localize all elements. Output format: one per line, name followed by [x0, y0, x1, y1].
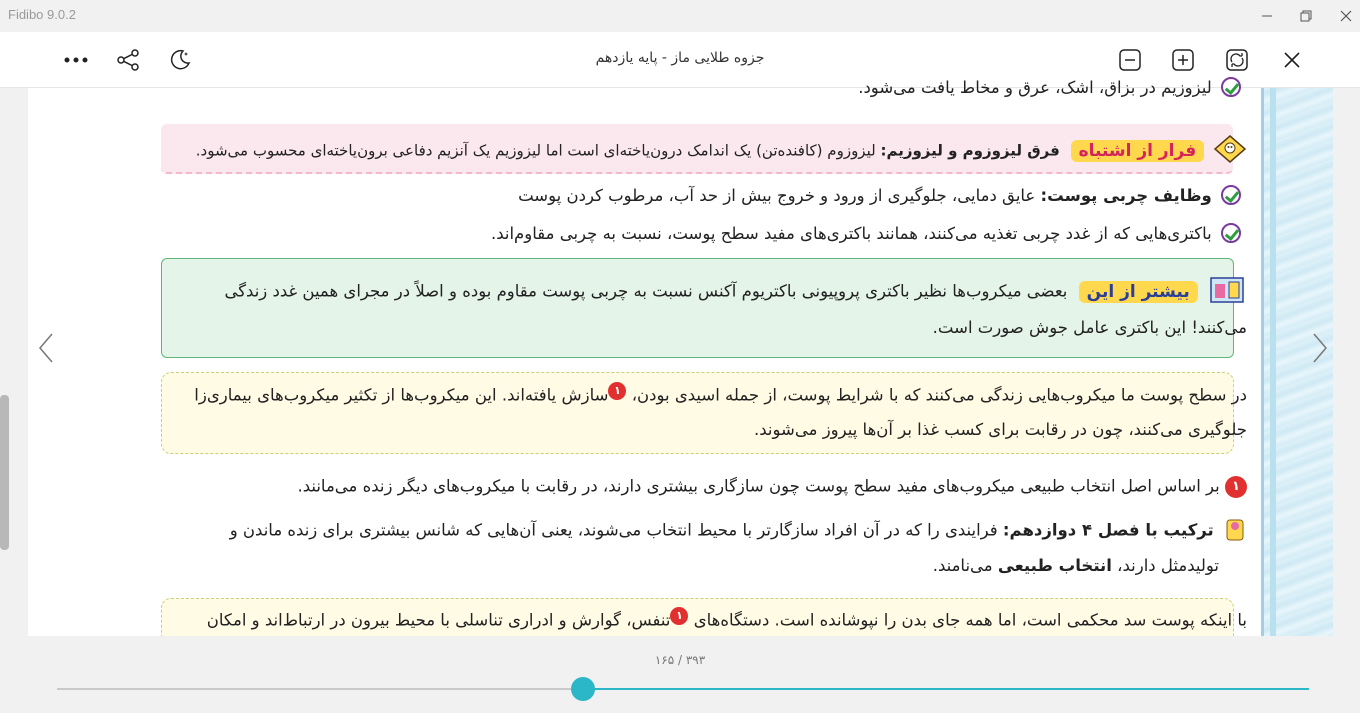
book-icon: [1207, 274, 1247, 310]
restore-icon: [1300, 10, 1312, 22]
previous-page-button[interactable]: [34, 330, 58, 366]
rotate-icon: [1225, 48, 1249, 72]
rotate-button[interactable]: [1221, 44, 1253, 76]
combo-line-2: تولیدمثل دارند، انتخاب طبیعی می‌نامند.: [932, 556, 1219, 575]
page-indicator: ۱۶۵ / ۳۹۳: [654, 653, 706, 667]
footnote-number: ۱: [1225, 476, 1247, 498]
text-line: باکتری‌هایی که از غدد چربی تغذیه می‌کنند، همانند باکتری‌های مفید سطح پوست، نسبت به چربی مقاوم‌اند.: [491, 224, 1241, 245]
minimize-button[interactable]: [1253, 4, 1281, 28]
more-badge: بیشتر از این: [1079, 281, 1198, 303]
chevron-left-icon: [38, 332, 54, 364]
warning-badge-icon: [1213, 134, 1247, 168]
minimize-icon: [1261, 10, 1273, 22]
more-line-1: بیشتر از این بعضی میکروب‌ها نظیر باکتری پروپیونی باکتریوم آکنس نسبت به چربی پوست مقاوم بوده و اصلاً در مجرای همین غدد زندگی: [224, 274, 1247, 310]
next-page-button[interactable]: [1308, 330, 1332, 366]
zoom-out-icon: [1118, 48, 1142, 72]
check-icon: [1221, 77, 1241, 97]
text-line: وظایف چربی پوست: عایق دمایی، جلوگیری از ورود و خروج بیش از حد آب، مرطوب کردن پوست: [518, 186, 1241, 207]
check-icon: [1221, 223, 1241, 243]
close-window-button[interactable]: [1332, 4, 1360, 28]
zoom-out-button[interactable]: [1114, 44, 1146, 76]
maximize-button[interactable]: [1292, 4, 1320, 28]
footnote-marker: ۱: [670, 607, 688, 625]
note-line: با اینکه پوست سد محکمی است، اما همه جای بدن را نپوشانده است. دستگاه‌های ۱تنفس، گوارش و ادراری تناسلی با محیط بیرون در ارتباط‌اند و امکان: [206, 609, 1247, 630]
chevron-right-icon: [1312, 332, 1328, 364]
text-line: لیزوزیم در بزاق، اشک، عرق و مخاط یافت می‌شود.: [858, 78, 1241, 99]
close-reader-button[interactable]: [1276, 44, 1308, 76]
book-title: جزوه طلایی ماز - پایه یازدهم: [595, 50, 765, 66]
window-title-bar: [0, 0, 1360, 32]
page-slider-thumb[interactable]: [571, 677, 595, 701]
combo-line-1: ترکیب با فصل ۴ دوازدهم: فرایندی را که در آن افراد سازگارتر با محیط انتخاب می‌شوند، یعنی آن‌هایی که شانس بیشتری برای زنده ماندن و: [230, 516, 1247, 546]
page-slider-fill: [583, 688, 1309, 690]
check-icon: [1221, 185, 1241, 205]
close-icon: [1282, 50, 1302, 70]
note-line-1: در سطح پوست ما میکروب‌هایی زندگی می‌کنند که با شرایط پوست، از جمله اسیدی بودن، ۱سازش یافته‌اند. این میکروب‌ها از تکثیر میکروب‌های بیماری‌زا: [194, 384, 1247, 405]
page-slider[interactable]: [57, 688, 1309, 690]
reader-area: [0, 78, 1360, 636]
footnote-marker: ۱: [608, 382, 626, 400]
book-page: [28, 78, 1333, 636]
zoom-in-button[interactable]: [1167, 44, 1199, 76]
note-line-2: جلوگیری می‌کنند، چون در رقابت برای کسب غذا بر آن‌ها پیروز می‌شوند.: [754, 420, 1247, 439]
zoom-in-icon: [1171, 48, 1195, 72]
close-icon: [1340, 10, 1352, 22]
link-icon: [1223, 516, 1247, 546]
footnote-line: ۱ بر اساس اصل انتخاب طبیعی میکروب‌های مفید سطح پوست چون سازگاری بیشتری دارند، در رقابت با میکروب‌های دیگر زنده می‌مانند.: [297, 476, 1247, 498]
mistake-badge: فرار از اشتباه: [1071, 140, 1205, 162]
reader-footer: [0, 636, 1360, 713]
more-line-2: می‌کنند! این باکتری عامل جوش صورت است.: [932, 318, 1247, 337]
app-title: Fidibo 9.0.2: [8, 7, 76, 22]
mistake-line: فرار از اشتباه فرق لیزوزوم و لیزوزیم: لیزوزوم (کافنده‌تن) یک اندامک درون‌یاخته‌ای است اما لیزوزیم یک آنزیم دفاعی برون‌یاخته‌ای محسوب می‌شود.: [196, 134, 1247, 168]
vertical-scrollbar-thumb[interactable]: [0, 395, 9, 550]
